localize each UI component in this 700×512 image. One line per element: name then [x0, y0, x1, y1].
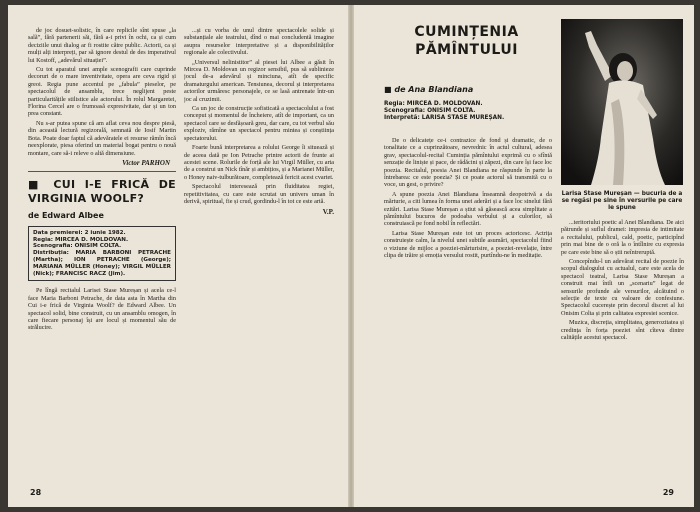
credit-line: Interpretă: LARISA STASE MUREȘAN.	[384, 115, 505, 121]
signature: V.P.	[322, 208, 334, 217]
credit-line: Regia: MIRCEA D. MOLDOVAN.	[384, 101, 483, 107]
paragraph: De o delicatețe ce-i contrazice de fond și dramatic, de o tonalitate ce a cuprinzătoare, nevrednic în actul cultural, adesea grav, spectacolul-recital Cuminția pămîntului exprimă cu o sfîntă senzație de liniște și pace, de rădăcini și zăpezi, din care își face loc poezia. Recitalul, poesia Anei Blandiana ne răspunde în parte la întrebarea: ce este poezia? Și ce poate actorul să transmită cu o voce, un gest, o privire?	[384, 137, 552, 189]
credit-line: Regia: MIRCEA D. MOLDOVAN.	[33, 236, 129, 243]
credit-line: Distribuția: MARIA BARBONI PETRACHE (Martha); ION PETRACHE (George); MARIANA MÜLLER (Honey); VIRGIL MÜLLER (Nick); FRANCISC RACZ (Jim).	[33, 250, 171, 277]
article-byline: de Edward Albee	[28, 211, 104, 221]
paragraph: ...teritoriului poetic al Anei Blandiana. De aici pătrunde și suflul dramei: impresia de intimitate a recitalului, publicul, cald, poetic, participînd prin mai bine de o oră la o întîlnire cu expresia pe care este bine să o știi neîntreruptă.	[561, 219, 684, 256]
paragraph: Muzica, discreția, simplitatea, generozitatea și credința în forța poeziei sînt cîteva dintre calitățile acestui spectacol.	[561, 319, 684, 342]
credit-line: Scenografia: ONISIM COLTA.	[384, 108, 476, 114]
paragraph: „Universul nelinistitor” al piesei lui Albee a găsit în Mircea D. Moldovan un regizor sensibil, pus să sublinieze jocul de-a adevărul și minciuna, atît de specific dramaturgului american. Tensiunea, decorul și interpretarea actorilor urmăresc personajele, ce se lasă antrenate într-un joc al cruzimii.	[184, 58, 334, 103]
paragraph: Foarte bună interpretarea a rolului George îi situează și de aceea dată pe Ion Petrache printre actorii de frunte ai acestei scene. Rolurile de forță ale lui Virgil Müller, cu arta de a construi un Nick tînăr și ambițios, și a Marianei Müller, o Honey naiv-tulburătoare, completează fericit acest cvartet.	[184, 144, 334, 181]
paragraph: Nu s-ar putea spune că am aflat ceva nou despre piesă, din această lectură regizorală, semnată de Iosif Martin Bota. Poate doar faptul că adevăratele ei resurse rămîn încă neexplorate, piesa oferind un material bogat pentru o nouă montare, care să-i releve o altă dimensiune.	[28, 119, 176, 157]
paragraph: Concepîndu-l un adevărat recital de poezie în scopul dialogului cu actualul, care este acela de spectacol teatral, Larisa Stase Mureșan a construit mai întîi un „scenariu” legat de sensurile profunde ale versurilor, alcătuind o selecție de texte cu valoare de confesiune. Spectacolul cucerește prin decorul discret al lui Onisim Colta și prin calitatea expresiei scenice.	[561, 258, 684, 317]
paragraph: Cu tot aparatul unei ample scenografii care cuprinde decoruri de o mare inventivitate, opera are ceva rigid și greoi. Regia pune accentul pe „fabula” pieselor, pe spectacolul de ansamblu, trece neglijent peste particularitățile stilistice ale actorului. În rolul Margaretei, Florina Cercel are o frumoasă expresivitate, dar și un ton prea constant.	[28, 66, 176, 118]
paragraph: Spectacolul interesează prin fluiditatea regiei, repetitivitatea, cu care este scrutat un univers uman în derivă, spiritual, fie și crud, gordindu-l în tot ce este artă.	[184, 183, 334, 205]
paragraph: A spune poezia Anei Blandiana înseamnă deopotrivă a da mărturie, a citi lumea în forma unei aderări și a face loc sinelui fără ezitări. Larisa Stase Mureșan a știut să găsească acea simplitate a pămîntului bucuros de podoaba verbului și a culorilor, să construiască pe fond nobil în reflectări.	[384, 190, 552, 228]
signature: Victor PARHON	[122, 158, 170, 167]
paragraph: Ca un joc de construcție sofisticată a spectacolului a fost conceput și momentul de încheiere, atît de important, ca un spectacol care se desfășoară greu, dar care, cu tot verbul său exploziv, rămîne un spectacol pentru mintea și conștiința spectatorului.	[184, 105, 334, 142]
right-page	[354, 5, 694, 507]
credit-line: Data premierei: 2 iunie 1982.	[33, 229, 126, 236]
byline-text: de Ana Blandiana	[394, 85, 474, 94]
performance-photo	[561, 19, 683, 185]
paragraph: Pe lîngă recitalul Larisei Stase Mureșan și acela ce-l face Maria Barboni Petrache, de data asta în Martha din Cui i-e frică de Virginia Woolf? de Edward Albee. Un spectacol solid, bine construit, cu un ansamblu omogen, în care fiecare personaj își are locul și momentul său de strălucire.	[28, 287, 176, 332]
paragraph: Larisa Stase Mureșan este tot un proces actoricesc. Actrița construiește calm, la nivelul unei subtile asumări, spectacolul fiind o viziune de mijloc a poeziei-mărturisire, a poeziei-revelație, între clipa de trăire și emoția versului rostit, purtîndu-ne în meditație.	[384, 229, 552, 260]
paragraph: de joc dosuet-solistic, în care replicile sînt spuse „la sală”, fără partenerii săi, fără a-i privi în ochi, ca și cum deciziile unui dialog ar fi rostite către public. Actorii, ca și mulți alți interpreți, par să ignore destul de des imperativul lui Kostoff, „adevărul situației”.	[28, 27, 176, 64]
article-headline: ■ CUI I-E FRICĂ DE VIRGINIA WOOLF?	[28, 178, 176, 206]
left-column-2	[184, 27, 334, 487]
left-column-1	[28, 27, 176, 487]
article-byline: ■ de Ana Blandiana	[384, 85, 474, 94]
paragraph: ...și cu vorba de unul dintre spectacolele solide și substanțiale ale teatrului, dînd o mai concludentă imagine asupra resurselor interpretative și a disponibilităților regionale ale colectivului.	[184, 27, 334, 57]
article-title: CUMINȚENIA PĂMÎNTULUI	[414, 24, 519, 58]
left-page	[8, 5, 348, 507]
headline-text: CUI I-E FRICĂ DE VIRGINIA WOOLF?	[28, 178, 176, 206]
divider	[28, 171, 176, 172]
magazine-spread	[8, 5, 694, 507]
page-number: 29	[662, 488, 674, 497]
credits-box	[28, 226, 176, 282]
credit-line: Scenografia: ONISIM COLTA.	[33, 243, 122, 250]
right-column-2	[561, 219, 684, 487]
right-column-1	[384, 137, 552, 487]
page-number: 28	[30, 488, 42, 497]
actress-photo-illustration	[561, 19, 683, 185]
photo-caption: Larisa Stase Mureșan — bucuria de a se regăsi pe sine în versurile pe care le spune	[561, 191, 683, 211]
credits-block	[384, 101, 554, 122]
